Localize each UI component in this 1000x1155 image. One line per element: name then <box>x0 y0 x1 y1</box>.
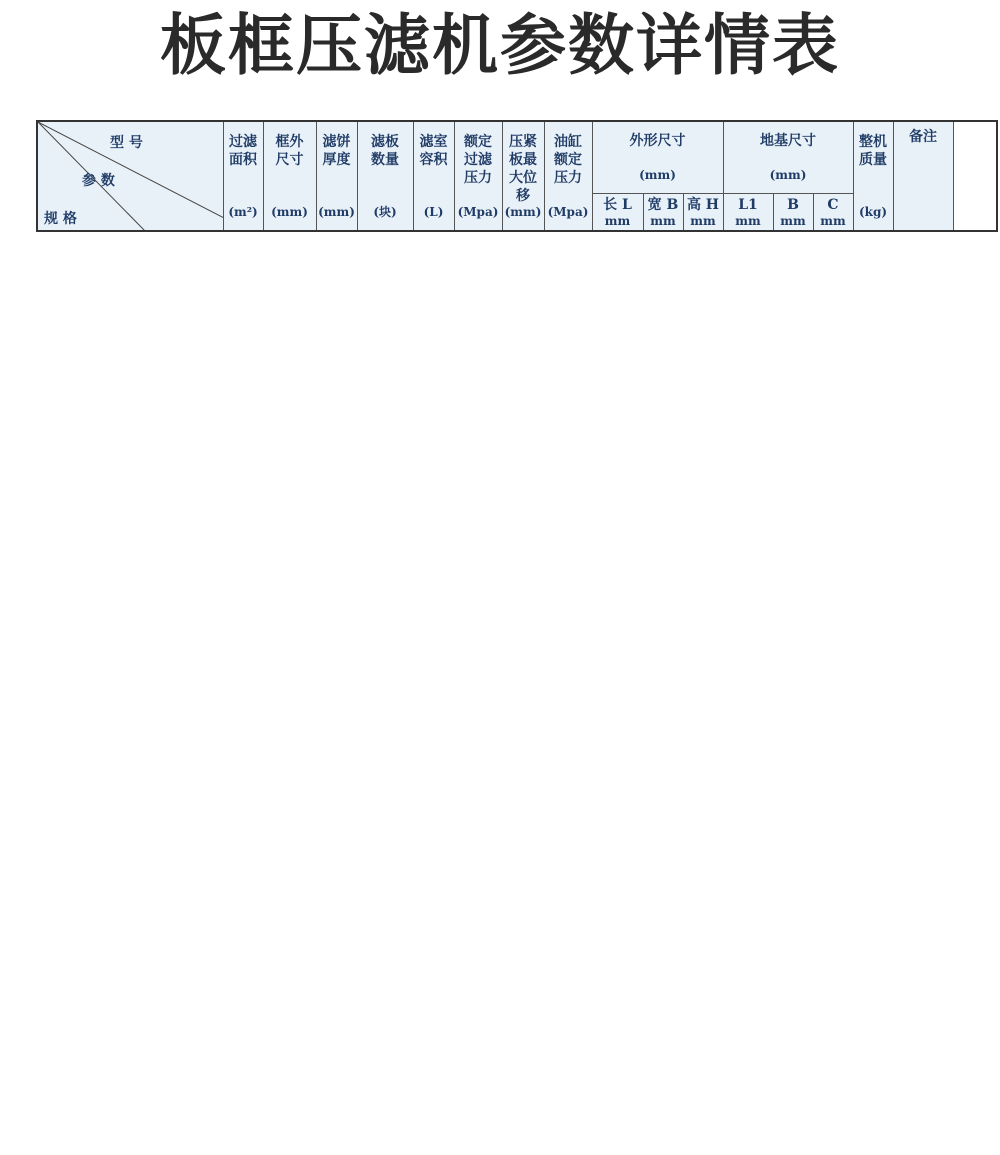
header-rated-pressure: 额定 过滤 压力 (Mpa) <box>454 121 502 231</box>
header-width: 宽 B mm <box>643 193 683 231</box>
corner-params-label: 参 数 <box>82 173 115 189</box>
corner-model-label: 型 号 <box>110 135 143 151</box>
header-corner <box>37 121 223 231</box>
header-b: B mm <box>773 193 813 231</box>
header-frame-size: 框外 尺寸 (mm) <box>263 121 316 231</box>
header-chamber-volume: 滤室 容积 (L) <box>413 121 454 231</box>
header-foundation-dims: 地基尺寸 (mm) <box>723 121 853 193</box>
header-plate-count: 滤板 数量 (块) <box>357 121 413 231</box>
header-filter-area: 过滤 面积 (m²) <box>223 121 263 231</box>
parameter-table <box>36 120 998 232</box>
corner-spec-label: 规 格 <box>44 211 77 227</box>
header-height: 高 H mm <box>683 193 723 231</box>
header-press-travel: 压紧 板最 大位 移 (mm) <box>502 121 544 231</box>
header-length: 长 L mm <box>592 193 643 231</box>
header-l1: L1 mm <box>723 193 773 231</box>
header-cylinder-pressure: 油缸 额定 压力 (Mpa) <box>544 121 592 231</box>
header-c: C mm <box>813 193 853 231</box>
page-title: 板框压滤机参数详情表 <box>160 7 840 84</box>
header-cake-thickness: 滤饼 厚度 (mm) <box>316 121 357 231</box>
header-weight: 整机 质量 (kg) <box>853 121 893 231</box>
header-remarks: 备注 <box>893 121 953 231</box>
header-outer-dims: 外形尺寸 (mm) <box>592 121 723 193</box>
